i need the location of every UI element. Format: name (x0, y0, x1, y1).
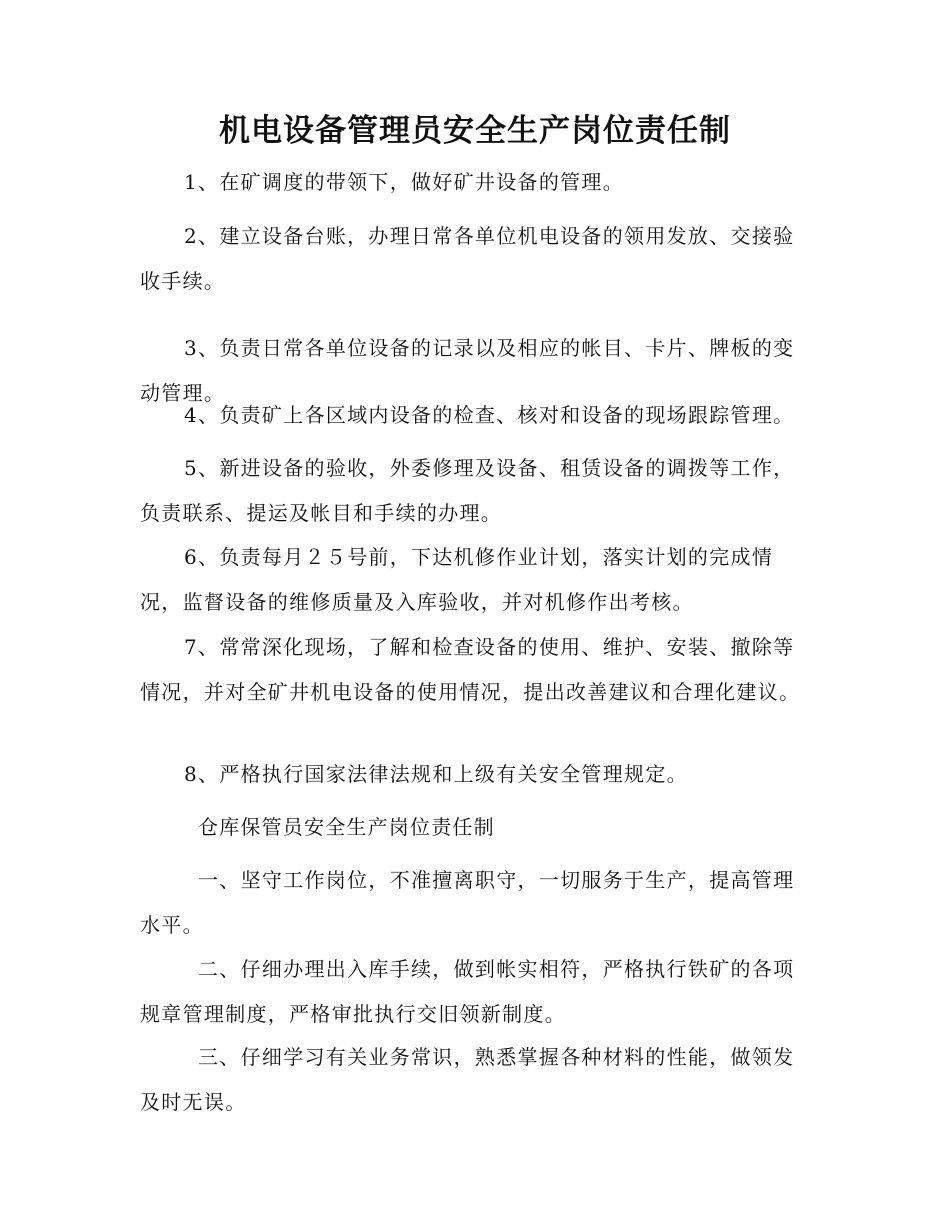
warehouse-clause-2: 二、仔细办理出入库手续，做到帐实相符，严格执行铁矿的各项规章管理制度，严格审批执行交旧领新制度。 (140, 957, 795, 1026)
warehouse-clause-3: 三、仔细学习有关业务常识，熟悉掌握各种材料的性能，做领发及时无误。 (140, 1045, 795, 1114)
clause-7: 7、常常深化现场，了解和检查设备的使用、维护、安装、撤除等情况，并对全矿井机电设备的使用情况，提出改善建议和合理化建议。 (140, 635, 801, 704)
clause-2: 2、建立设备台账，办理日常各单位机电设备的领用发放、交接验收手续。 (140, 224, 795, 293)
clause-5: 5、新进设备的验收，外委修理及设备、租赁设备的调拨等工作，负责联系、提运及帐目和手续的办理。 (140, 456, 795, 525)
clause-3: 3、负责日常各单位设备的记录以及相应的帐目、卡片、牌板的变动管理。 (140, 336, 795, 405)
warehouse-heading: 仓库保管员安全生产岗位责任制 (198, 815, 495, 839)
warehouse-clause-1: 一、坚守工作岗位，不准擅离职守，一切服务于生产，提高管理水平。 (140, 868, 795, 937)
clause-8: 8、严格执行国家法律法规和上级有关安全管理规定。 (184, 762, 688, 786)
clause-1: 1、在矿调度的带领下，做好矿井设备的管理。 (184, 170, 625, 194)
clause-6: 6、负责每月２５号前，下达机修作业计划，落实计划的完成情况，监督设备的维修质量及入库验收，并对机修作出考核。 (140, 545, 774, 614)
document-title: 机电设备管理员安全生产岗位责任制 (219, 113, 731, 149)
clause-4: 4、负责矿上各区域内设备的检查、核对和设备的现场跟踪管理。 (184, 403, 795, 427)
